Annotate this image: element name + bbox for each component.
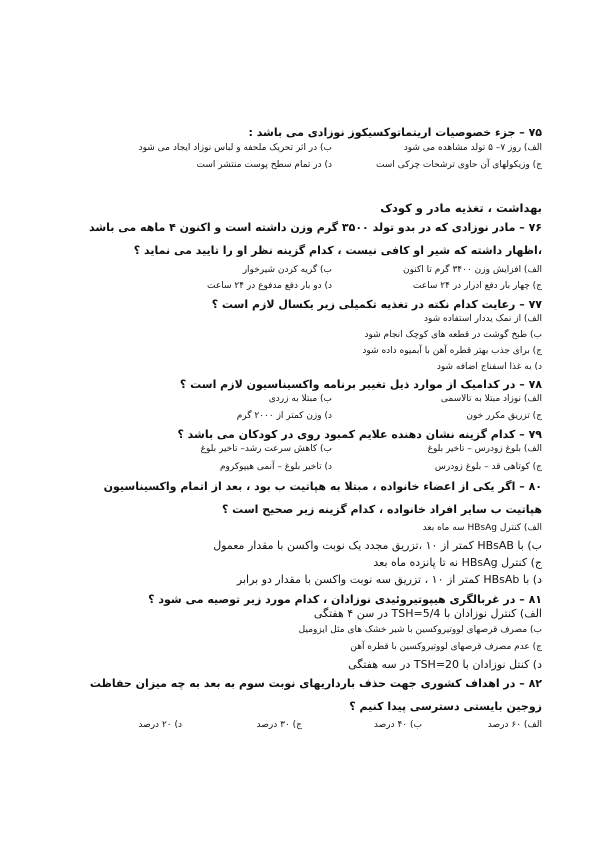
- q79-option-c[interactable]: ج) کوتاهی قد – بلوغ زودرس: [434, 462, 542, 472]
- q82-option-b[interactable]: ب) ۴۰ درصد: [373, 720, 422, 730]
- q79-option-a[interactable]: الف) بلوغ زودرس – تاخیر بلوغ: [427, 444, 542, 454]
- q75-option-c[interactable]: ج) وزیکولهای آن حاوی ترشحات چرکی است: [375, 160, 542, 170]
- question-80: ۸۰ – اگر یکی از اعضاء خانواده ، مبتلا به هپاتیت ب بود ، بعد از اتمام واکسیناسیون هپاتیت ب سایر افراد خانواده ، کدام گزینه زیر صحیح است ؟: [103, 480, 542, 516]
- question-82: ۸۲ – در اهداف کشوری جهت حذف بارداریهای نوبت سوم به بعد به چه میزان حفاظت زوجین بایستی دسترسی پیدا کنیم ؟: [89, 677, 542, 713]
- q80-option-d[interactable]: د) با HBsAb کمتر از ۱۰ ، تزریق سه نوبت واکسن با مقدار دو برابر: [236, 573, 542, 586]
- q75-option-a[interactable]: الف) روز ۷– ۵ تولد مشاهده می شود: [403, 143, 542, 153]
- question-81: ۸۱ – در غربالگری هیپوتیروئیدی نوزادان ، کدام مورد زیر توصیه می شود ؟: [148, 593, 542, 606]
- q76-option-c[interactable]: ج) چهار بار دفع ادرار در ۲۴ ساعت: [412, 281, 542, 291]
- q75-options-row-1: [60, 140, 542, 157]
- question-78: ۷۸ – در کدامیک از موارد ذیل تغییر برنامه واکسیناسیون لازم است ؟: [179, 378, 542, 391]
- question-75: ۷۵ – جزء خصوصیات اریتماتوکسیکوز نوزادی می باشد :: [248, 126, 542, 139]
- q77-option-d[interactable]: د) به غذا اسفناج اضافه شود: [436, 362, 542, 372]
- q79-options-row-1: [60, 441, 542, 458]
- section-title: بهداشت ، تغذیه مادر و کودک: [380, 201, 542, 215]
- q76-option-d[interactable]: د) دو بار دفع مدفوع در ۲۴ ساعت: [207, 281, 332, 291]
- q77-option-a[interactable]: الف) از نمک یددار استفاده شود: [423, 314, 542, 324]
- q77-option-b[interactable]: ب) طبخ گوشت در قطعه های کوچک انجام شود: [364, 330, 542, 340]
- q80-option-b[interactable]: ب) با HBsAB کمتر از ۱۰ ،تزریق مجدد یک نوبت واکسن با مقدار معمول: [213, 539, 542, 552]
- q81-option-d[interactable]: د) کنتل نوزادان با TSH=20 در سه هفتگی: [348, 658, 542, 671]
- q79-option-d[interactable]: د) تاخیر بلوغ – آنمی هیپوکروم: [219, 462, 332, 472]
- q80-option-c[interactable]: ج) کنترل HBsAg نه تا پانزده ماه بعد: [373, 556, 542, 569]
- q79-options-row-2: [60, 459, 542, 476]
- question-77: ۷۷ – رعایت کدام نکته در تغذیه تکمیلی زیر یکسال لازم است ؟: [211, 298, 542, 311]
- q75-option-d[interactable]: د) در تمام سطح پوست منتشر است: [196, 160, 332, 170]
- q76-options-row-1: [60, 262, 542, 279]
- q81-option-c[interactable]: ج) عدم مصرف قرصهای لووتیروکسین با قطره آهن: [350, 642, 542, 652]
- q76-option-a[interactable]: الف) افزایش وزن ۳۴۰۰ گرم تا اکنون: [403, 265, 542, 275]
- q78-options-row-1: [60, 391, 542, 408]
- q81-option-b[interactable]: ب) مصرف قرصهای لووتیروکسین با شیر خشک های مثل ایزومیل: [298, 625, 542, 635]
- q77-option-c[interactable]: ج) برای جذب بهتر قطره آهن با آبمیوه داده شود: [362, 346, 542, 356]
- q82-option-c[interactable]: ج) ۳۰ درصد: [256, 720, 302, 730]
- q82-option-d[interactable]: د) ۲۰ درصد: [138, 720, 182, 730]
- q75-options-row-2: [60, 157, 542, 174]
- q80-option-a[interactable]: الف) کنترل HBsAg سه ماه بعد: [422, 523, 542, 533]
- q75-option-b[interactable]: ب) در اثر تحریک ملحفه و لباس نوزاد ایجاد می شود: [138, 143, 332, 153]
- q79-option-b[interactable]: ب) کاهش سرعت رشد– تاخیر بلوغ: [200, 444, 332, 454]
- question-79: ۷۹ – کدام گزینه نشان دهنده علایم کمبود روی در کودکان می باشد ؟: [177, 428, 542, 441]
- question-76: ۷۶ – مادر نوزادی که در بدو تولد ۳۵۰۰ گرم وزن داشته است و اکنون ۴ ماهه می باشد ،اظهار داشته که شیر او کافی نیست ، کدام گزینه نظر او را تایید می نماید ؟: [89, 221, 542, 257]
- q82-options-row: [60, 717, 542, 734]
- q78-option-a[interactable]: الف) نوزاد مبتلا به تالاسمی: [440, 394, 542, 404]
- q78-option-c[interactable]: ج) تزریق مکرر خون: [466, 411, 542, 421]
- q78-option-d[interactable]: د) وزن کمتر از ۲۰۰۰ گرم: [236, 411, 332, 421]
- q81-option-a[interactable]: الف) کنترل نوزادان با TSH=5/4 در سن ۴ هفتگی: [313, 607, 542, 620]
- q82-option-a[interactable]: الف) ۶۰ درصد: [487, 720, 542, 730]
- q78-option-b[interactable]: ب) مبتلا به زردی: [268, 394, 332, 404]
- q76-option-b[interactable]: ب) گریه کردن شیرخوار: [242, 265, 332, 275]
